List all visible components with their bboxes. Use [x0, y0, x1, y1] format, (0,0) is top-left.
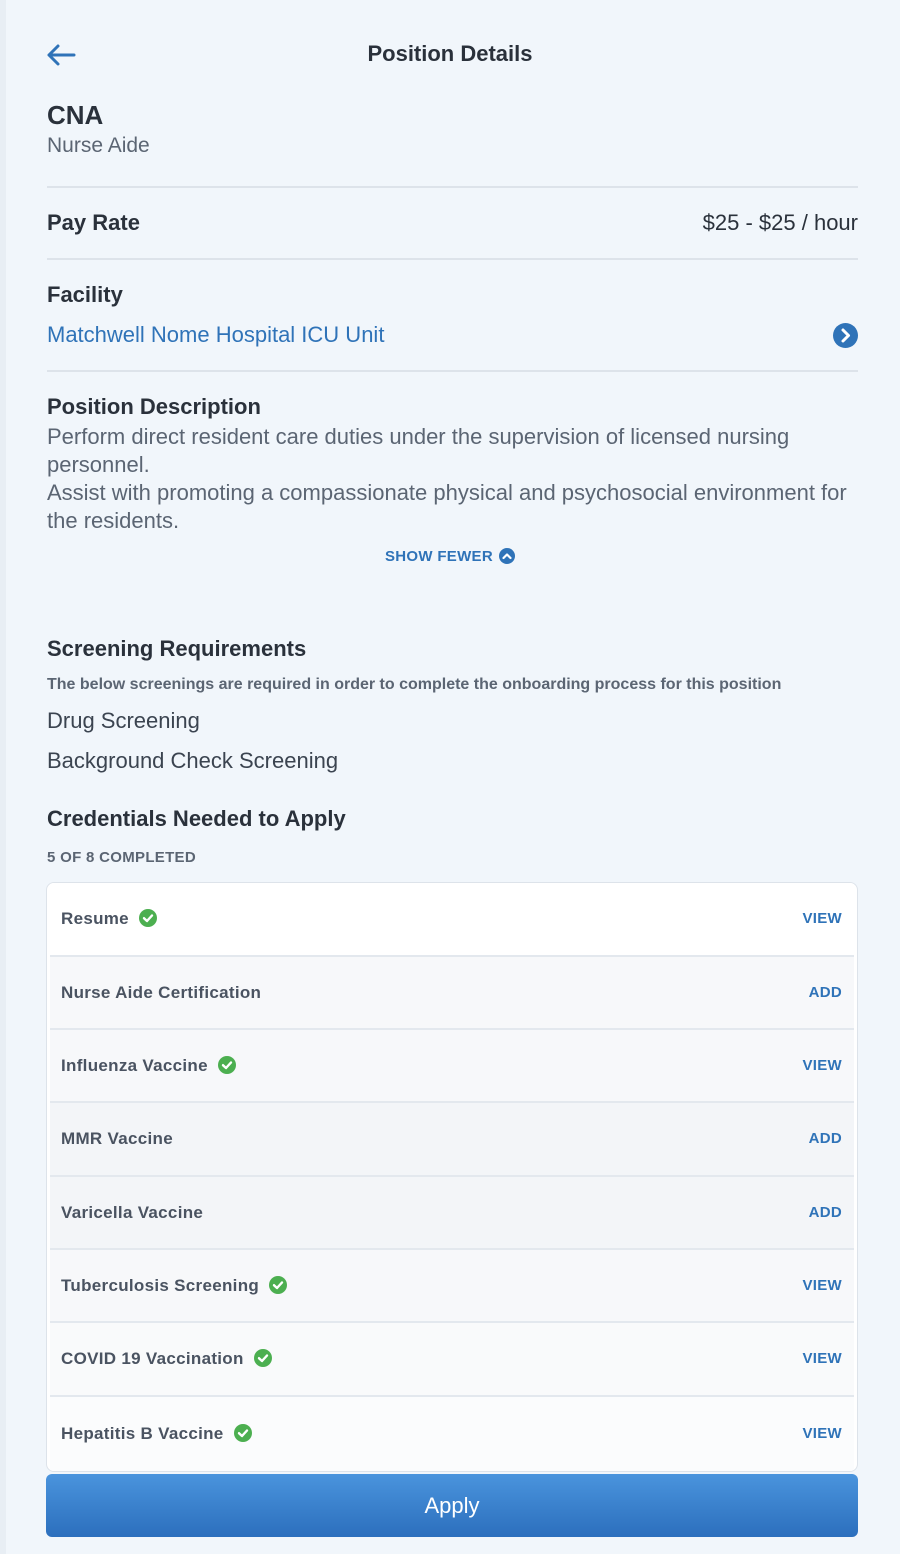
view-credential-button[interactable]: VIEW [802, 910, 842, 927]
credential-row [50, 1103, 854, 1177]
credential-label: Nurse Aide Certification [61, 982, 262, 1002]
credentials-list [46, 882, 858, 1472]
facility-link[interactable]: Matchwell Nome Hospital ICU Unit [47, 322, 385, 347]
add-credential-button[interactable]: ADD [808, 1130, 842, 1147]
check-circle-icon [254, 1349, 272, 1367]
credentials-progress: 5 OF 8 COMPLETED [47, 849, 196, 866]
description-paragraph: Assist with promoting a compassionate physical and psychosocial environment for the residents. [47, 480, 847, 533]
view-credential-button[interactable]: VIEW [802, 1276, 842, 1294]
credential-name [61, 983, 261, 1003]
divider [47, 370, 858, 372]
view-credential-button[interactable]: VIEW [802, 1350, 842, 1367]
credential-row [50, 1323, 854, 1397]
check-circle-icon [139, 909, 157, 927]
credential-label: COVID 19 Vaccination [61, 1349, 244, 1368]
chevron-right-circle-icon[interactable] [833, 323, 858, 348]
credential-row [50, 1177, 854, 1250]
credential-label: Tuberculosis Screening [61, 1275, 260, 1295]
credential-label: Hepatitis B Vaccine [61, 1424, 224, 1443]
pay-rate-label: Pay Rate [47, 210, 140, 235]
screening-subtitle: The below screenings are required in order to complete the onboarding process for this position [47, 676, 782, 693]
credential-name [61, 1203, 203, 1223]
description-label: Position Description [47, 394, 261, 419]
credential-label: Resume [61, 909, 129, 928]
left-edge [0, 0, 6, 1554]
show-fewer-toggle[interactable] [0, 548, 900, 565]
header [0, 30, 900, 80]
description-text [47, 423, 847, 535]
credential-name [61, 1349, 272, 1369]
role-title: CNA [47, 100, 104, 130]
description-paragraph: Perform direct resident care duties under the supervision of licensed nursing personnel. [47, 424, 790, 477]
credential-row [50, 883, 854, 957]
add-credential-button[interactable]: ADD [808, 1203, 842, 1221]
check-circle-icon [269, 1276, 287, 1294]
credential-row [50, 1250, 854, 1323]
role-subtitle: Nurse Aide [47, 134, 150, 157]
chevron-up-circle-icon [499, 548, 515, 564]
pay-rate-value: $25 - $25 / hour [702, 210, 858, 235]
apply-button[interactable]: Apply [46, 1474, 858, 1537]
facility-label: Facility [47, 282, 123, 307]
check-circle-icon [234, 1424, 252, 1442]
credentials-label: Credentials Needed to Apply [47, 806, 346, 831]
credential-name [61, 1056, 236, 1076]
screening-label: Screening Requirements [47, 636, 307, 661]
credential-label: Influenza Vaccine [61, 1055, 208, 1075]
credential-name [61, 909, 157, 929]
screening-item: Drug Screening [47, 708, 200, 733]
divider [47, 258, 858, 260]
credential-label: MMR Vaccine [61, 1129, 173, 1148]
view-credential-button[interactable]: VIEW [802, 1056, 842, 1074]
credential-name [61, 1129, 173, 1149]
credential-row [50, 957, 854, 1030]
view-credential-button[interactable]: VIEW [802, 1425, 842, 1442]
credential-label: Varicella Vaccine [61, 1202, 204, 1222]
add-credential-button[interactable]: ADD [808, 983, 842, 1001]
screening-item: Background Check Screening [47, 748, 339, 773]
check-circle-icon [218, 1056, 236, 1074]
credential-name [61, 1424, 252, 1444]
credential-name [61, 1276, 287, 1296]
divider [47, 186, 858, 188]
page-title: Position Details [367, 41, 533, 66]
credential-row [50, 1397, 854, 1472]
show-fewer-label: SHOW FEWER [385, 548, 493, 565]
credential-row [50, 1030, 854, 1103]
